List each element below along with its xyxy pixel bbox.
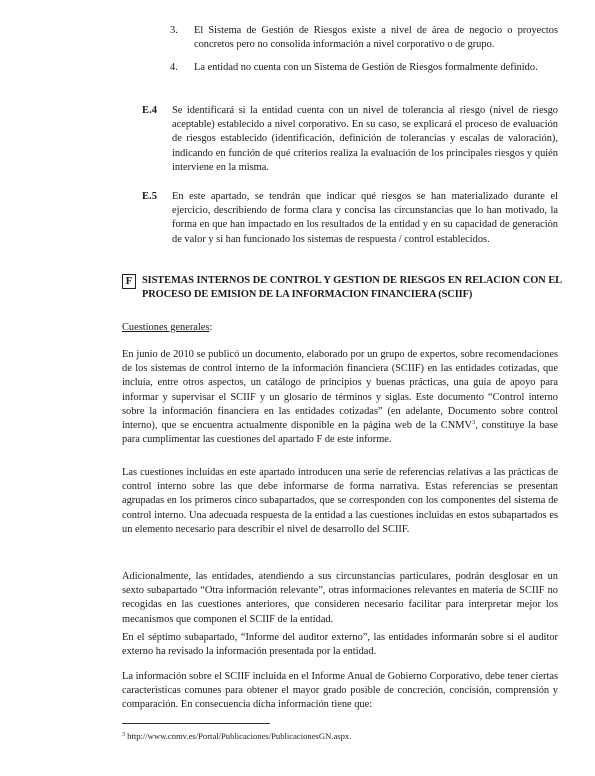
list-item (170, 61, 558, 75)
paragraph: Adicionalmente, las entidades, atendiendo a sus circunstancias particulares, podrán desglosar en un sexto subapartado “Otra información relevante”, otras informaciones relevantes en materia de SCIIF no recogidas en las cuestiones anteriores, que consideren necesario facilitar para interpretar mejor los mecanismos que componen el SCIIF de la entidad. (122, 571, 558, 625)
item-text: Se identificará si la entidad cuenta con un nivel de tolerancia al riesgo (nivel de riesgo aceptable) establecido a nivel corporativo. En su caso, se explicará el proceso de evaluación de riesgos establecido (identificación, definición de tolerancias y escalas de valoración), indicando en función de qué criterios realiza la evaluación de los principales riesgos y quién interviene en la misma. (172, 105, 558, 173)
list-item-text: El Sistema de Gestión de Riesgos existe a nivel de área de negocio o proyectos concretos pero no consolida información a nivel corporativo o de grupo. (194, 25, 558, 51)
section-heading (122, 274, 562, 302)
footnote-divider (122, 723, 270, 724)
paragraph: En el séptimo subapartado, “Informe del auditor externo”, las entidades informarán sobre si el auditor externo ha revisado la información presentada por la entidad. (122, 632, 558, 658)
item-text: En este apartado, se tendrán que indicar qué riesgos se han materializado durante el ejercicio, describiendo de forma clara y concisa las circunstancias que lo han motivado, la forma en que han impactado en los resultados de la entidad y en su capacidad de generación de valor y si han funcionado los sistemas de respuesta / control establecidos. (172, 191, 558, 245)
item-label: E.5 (142, 191, 158, 202)
paragraph: La información sobre el SCIIF incluida en el Informe Anual de Gobierno Corporativo, debe tener ciertas características comunes para obtener el mayor grado posible de concreción, concisión, comprensión y comparación. En consecuencia dicha información tiene que: (122, 671, 558, 711)
list-item-number: 3. (170, 25, 178, 36)
section-item-e5 (142, 190, 558, 247)
paragraph (122, 348, 558, 447)
section-item-e4 (142, 104, 558, 175)
footnote-text: http://www.cnmv.es/Portal/Publicaciones/PublicacionesGN.aspx. (125, 731, 352, 741)
paragraph-text-continued: , constituye la base para cumplimentar las cuestiones del apartado F de este informe. (122, 420, 559, 446)
paragraph-text: En junio de 2010 se publicó un documento, elaborado por un grupo de expertos, sobre recomendaciones de los sistemas de control interno de la información financiera (SCIIF) en las entidades cotizadas, que incluía, entre otros aspectos, un catálogo de principios y buenas prácticas, una guía de apoyo para informar y supervisar el SCIIF y un glosario de términos y siglas. Este documento “Control interno sobre la información financiera en las entidades cotizadas” (en adelante, Documento sobre control interno), que se encuentra actualmente disponible en la página web de la CNMV (122, 349, 558, 432)
subheading-text: Cuestiones generales (122, 322, 210, 333)
footnote-reference: 3 (471, 419, 476, 427)
footnote-mark: 3 (122, 732, 125, 738)
section-title: SISTEMAS INTERNOS DE CONTROL Y GESTION DE RIESGOS EN RELACION CON EL PROCESO DE EMISION DE LA INFORMACION FINANCIERA (SCIIF) (142, 275, 562, 301)
section-letter-box: F (122, 274, 136, 289)
list-item-number: 4. (170, 62, 178, 73)
footnote (122, 731, 351, 742)
item-label: E.4 (142, 105, 158, 116)
subheading-colon: : (209, 322, 213, 333)
paragraph: Las cuestiones incluidas en este apartado introducen una serie de referencias relativas a las prácticas de control interno sobre las que debe informarse de forma narrativa. Estas referencias se presentan agrupadas en los primeros cinco subapartados, que se corresponden con los componentes del sistema de control interno. Una adecuada respuesta de la entidad a las cuestiones incluidas en estos subapartados es un elemento necesario para describir el nivel de desarrollo del SCIIF. (122, 467, 558, 535)
list-item-text: La entidad no cuenta con un Sistema de Gestión de Riesgos formalmente definido. (194, 62, 538, 73)
list-item (170, 24, 558, 52)
subheading (122, 321, 212, 335)
